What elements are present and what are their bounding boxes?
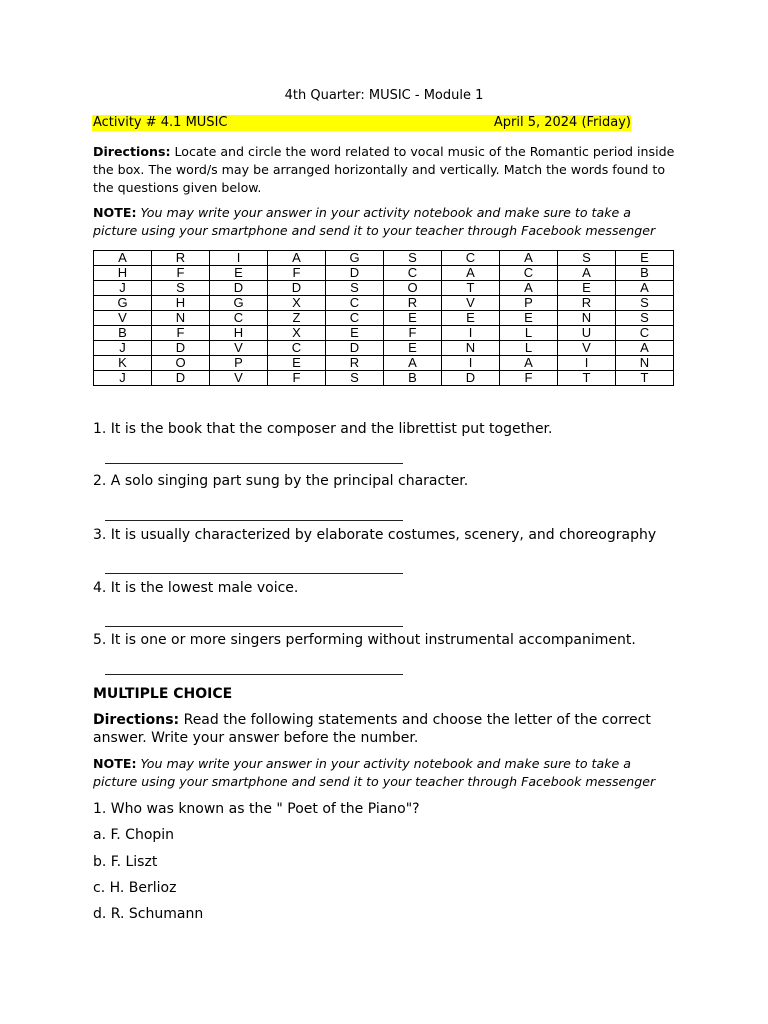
grid-cell[interactable]: E [616,251,674,266]
grid-cell[interactable]: I [558,356,616,371]
note-label: NOTE: [93,205,137,220]
directions-label: Directions: [93,144,171,159]
grid-cell[interactable]: A [268,251,326,266]
grid-cell[interactable]: A [384,356,442,371]
grid-cell[interactable]: R [152,251,210,266]
grid-cell[interactable]: I [442,326,500,341]
grid-row [94,341,674,356]
grid-cell[interactable]: E [442,311,500,326]
answer-line-1[interactable] [105,463,403,464]
mc-question-1: 1. Who was known as the " Poet of the Piano"? [93,801,420,817]
question-4: 4. It is the lowest male voice. [93,580,299,596]
mc-option-c[interactable]: c. H. Berlioz [93,880,177,896]
grid-cell[interactable]: P [500,296,558,311]
grid-cell[interactable]: V [210,371,268,386]
question-3: 3. It is usually characterized by elaborate costumes, scenery, and choreography [93,527,657,543]
grid-row [94,296,674,311]
grid-cell[interactable]: C [442,251,500,266]
grid-cell[interactable]: G [210,296,268,311]
grid-cell[interactable]: C [384,266,442,281]
grid-cell[interactable]: L [500,341,558,356]
grid-cell[interactable]: C [500,266,558,281]
answer-line-4[interactable] [105,626,403,627]
grid-cell[interactable]: N [152,311,210,326]
grid-cell[interactable]: A [616,341,674,356]
question-2: 2. A solo singing part sung by the principal character. [93,473,469,489]
grid-cell[interactable]: G [94,296,152,311]
grid-row [94,281,674,296]
grid-cell[interactable]: D [326,341,384,356]
grid-cell[interactable]: F [384,326,442,341]
grid-cell[interactable]: T [616,371,674,386]
grid-cell[interactable]: Z [268,311,326,326]
grid-cell[interactable]: C [326,311,384,326]
grid-cell[interactable]: U [558,326,616,341]
grid-cell[interactable]: D [210,281,268,296]
grid-row [94,251,674,266]
activity-label: Activity # 4.1 MUSIC [93,115,228,130]
grid-cell[interactable]: X [268,296,326,311]
mc-option-b[interactable]: b. F. Liszt [93,854,158,870]
grid-cell[interactable]: V [94,311,152,326]
grid-cell[interactable]: I [442,356,500,371]
grid-cell[interactable]: V [442,296,500,311]
grid-cell[interactable]: A [558,266,616,281]
mc-option-a[interactable]: a. F. Chopin [93,827,175,843]
grid-cell[interactable]: D [442,371,500,386]
word-search-grid [93,250,674,386]
grid-cell[interactable]: J [94,371,152,386]
grid-row [94,311,674,326]
grid-cell[interactable]: T [558,371,616,386]
grid-cell[interactable]: E [384,341,442,356]
multiple-choice-heading: MULTIPLE CHOICE [93,686,233,702]
grid-cell[interactable]: A [500,251,558,266]
grid-cell[interactable]: E [268,356,326,371]
grid-cell[interactable]: V [210,341,268,356]
grid-cell[interactable]: O [384,281,442,296]
grid-cell[interactable]: C [326,296,384,311]
grid-cell[interactable]: A [94,251,152,266]
activity-banner [92,115,631,131]
grid-cell[interactable]: S [326,371,384,386]
grid-cell[interactable]: F [268,371,326,386]
grid-cell[interactable]: B [384,371,442,386]
grid-cell[interactable]: S [558,251,616,266]
answer-line-2[interactable] [105,520,403,521]
grid-cell[interactable]: N [616,356,674,371]
page-title: 4th Quarter: MUSIC - Module 1 [284,88,484,103]
grid-cell[interactable]: A [500,356,558,371]
grid-cell[interactable]: R [326,356,384,371]
grid-cell[interactable]: T [442,281,500,296]
grid-cell[interactable]: D [152,341,210,356]
grid-cell[interactable]: F [152,266,210,281]
grid-cell[interactable]: H [152,296,210,311]
grid-cell[interactable]: E [558,281,616,296]
mc-note-text: You may write your answer in your activity notebook and make sure to take a picture using your smartphone and send it to your teacher through Facebook messenger [93,756,656,789]
answer-line-3[interactable] [105,573,403,574]
grid-cell[interactable]: J [94,341,152,356]
mc-directions-text: Read the following statements and choose the letter of the correct answer. Write your answer before the number. [93,712,651,746]
mc-directions-paragraph [93,711,678,747]
grid-cell[interactable]: E [384,311,442,326]
grid-cell[interactable]: F [268,266,326,281]
answer-line-5[interactable] [105,674,403,675]
grid-cell[interactable]: S [616,296,674,311]
grid-cell[interactable]: S [616,311,674,326]
grid-cell[interactable]: C [616,326,674,341]
grid-cell[interactable]: L [500,326,558,341]
grid-cell[interactable]: F [152,326,210,341]
grid-cell[interactable]: S [152,281,210,296]
grid-cell[interactable]: S [384,251,442,266]
grid-row [94,326,674,341]
grid-cell[interactable]: H [94,266,152,281]
note-paragraph [93,204,678,240]
grid-cell[interactable]: F [500,371,558,386]
grid-cell[interactable]: S [326,281,384,296]
grid-cell[interactable]: E [500,311,558,326]
grid-cell[interactable]: A [500,281,558,296]
activity-date: April 5, 2024 (Friday) [493,115,631,130]
grid-cell[interactable]: N [442,341,500,356]
grid-cell[interactable]: J [94,281,152,296]
grid-row [94,371,674,386]
grid-cell[interactable]: A [616,281,674,296]
grid-cell[interactable]: E [326,326,384,341]
mc-directions-label: Directions: [93,712,180,728]
grid-cell[interactable]: V [558,341,616,356]
grid-cell[interactable]: D [268,281,326,296]
question-1: 1. It is the book that the composer and the librettist put together. [93,421,553,437]
grid-cell[interactable]: I [210,251,268,266]
grid-cell[interactable]: D [152,371,210,386]
grid-cell[interactable]: A [442,266,500,281]
grid-cell[interactable]: N [558,311,616,326]
note-text: You may write your answer in your activity notebook and make sure to take a picture using your smartphone and send it to your teacher through Facebook messenger [93,205,656,238]
question-5: 5. It is one or more singers performing without instrumental accompaniment. [93,632,636,648]
grid-cell[interactable]: G [326,251,384,266]
directions-paragraph [93,143,678,197]
grid-row [94,356,674,371]
grid-cell[interactable]: E [210,266,268,281]
grid-cell[interactable]: C [268,341,326,356]
mc-option-d[interactable]: d. R. Schumann [93,906,204,922]
mc-note-paragraph [93,755,678,791]
grid-row [94,266,674,281]
directions-text: Locate and circle the word related to vocal music of the Romantic period inside the box. The word/s may be arranged horizontally and vertically. Match the words found to the questions given below. [93,144,675,195]
mc-note-label: NOTE: [93,756,137,771]
grid-cell[interactable]: K [94,356,152,371]
grid-cell[interactable]: R [558,296,616,311]
grid-cell[interactable]: P [210,356,268,371]
grid-cell[interactable]: R [384,296,442,311]
grid-cell[interactable]: H [210,326,268,341]
grid-cell[interactable]: B [616,266,674,281]
grid-cell[interactable]: X [268,326,326,341]
grid-cell[interactable]: D [326,266,384,281]
grid-cell[interactable]: B [94,326,152,341]
grid-cell[interactable]: C [210,311,268,326]
grid-cell[interactable]: O [152,356,210,371]
